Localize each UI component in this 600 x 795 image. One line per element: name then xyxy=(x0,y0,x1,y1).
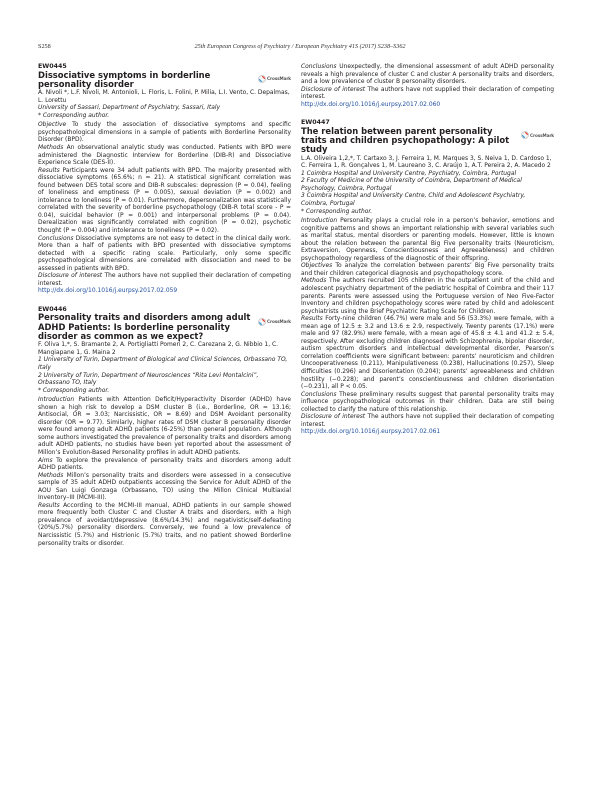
section-label: Methods xyxy=(38,471,64,479)
abstract-title: Personality traits and disorders among adult ADHD Patients: Is borderline personality disorder as common as we expect? xyxy=(38,312,251,342)
section-text: Personality plays a crucial role in a person’s behavior, emotions and cognitive patterns and shows an important relationship with several variables such as marital status, mental disorders or parenting models. However, little is known about the relation between the parental Big Five personality traits (Neuroticism, Extraversion, Openness, Conscientiousness and Agreeableness) and children psychopathology regardless of the diagnostic of their offspring. xyxy=(301,217,554,262)
doi-link[interactable]: http://dx.doi.org/10.1016/j.eurpsy.2017.02.059 xyxy=(38,287,178,295)
crossmark-label: CrossMark xyxy=(267,76,291,82)
abstract-title: Dissociative symptoms in borderline personality disorder xyxy=(38,69,211,89)
section-label: Conclusions xyxy=(38,234,74,242)
section-disclosure xyxy=(38,272,291,287)
section-label: Methods xyxy=(301,277,327,285)
crossmark-logo[interactable] xyxy=(258,315,291,328)
section-text: The authors have not supplied their declaration of competing interest. xyxy=(301,413,554,428)
abstract-authors: A. Nivoli *, L.F. Nivoli, M. Antonioli, L. Floris, L. Folini, P. Milia, L.I. Vento, C. Depalmas, L. Lorettu xyxy=(38,89,290,104)
abstract-ew0447 xyxy=(301,119,554,436)
section-disclosure xyxy=(301,413,554,428)
section-methods xyxy=(38,144,291,167)
section-label: Conclusions xyxy=(301,390,337,398)
section-text: These preliminary results suggest that parental personality traits may influence psychopathological outcomes in their children. Data are still being collected to clarify the nature of this relationship. xyxy=(301,390,554,413)
section-text: To study the association of dissociative symptoms and specific psychopathological dimensions in a sample of patients with Borderline Personality Disorder (BPD). xyxy=(38,121,292,144)
section-label: Results xyxy=(38,166,60,174)
section-label: Introduction xyxy=(301,217,338,225)
abstract-ew0446-continued xyxy=(301,63,554,108)
section-methods xyxy=(38,472,291,502)
corresponding-author-note: * Corresponding author. xyxy=(38,386,110,394)
section-text: Unexpectedly, the dimensional assessment of adult ADHD personality reveals a high prevalence of cluster C and cluster A personality traits and disorders, and a low prevalence of cluster B personality disorders. xyxy=(301,63,554,86)
section-label: Disclosure of interest xyxy=(301,413,366,421)
section-text: The authors recruited 105 children in the outpatient unit of the child and adolescent psychiatry department of the pediatric hospital of Coimbra and their 117 parents. Parents were assessed using the Portuguese version of Neo Five-Factor Inventory and children psychopathology scores were rated by child and adolescent psychiatrists using the Brief Psychiatric Rating Scale for Children. xyxy=(301,277,554,315)
abstract-ew0445 xyxy=(38,63,291,295)
abstract-authors: L.A. Oliveira 1,2,*, T. Cartaxo 3, J. Ferreira 1, M. Marques 3, S. Neiva 1, D. Cardoso 1, C. Ferreira 1, R. Gonçalves 1, M. Laureano 3, C. Araújo 1, A.T. Pereira 2, A. Macedo 2 xyxy=(301,154,552,170)
abstract-affiliation: University of Sassari, Department of Psychiatry, Sassari, Italy xyxy=(38,104,221,112)
section-conclusions xyxy=(38,235,291,273)
section-label: Introduction xyxy=(38,396,75,404)
abstract-affiliation: 2 Faculty of Medicine of the University of Coimbra, Department of Medical Psychology, Coimbra, Portugal xyxy=(301,177,522,192)
section-text: According to the MCMI-III manual, ADHD patients in our sample showed more frequently both Cluster C and Cluster A traits and disorders, with a high prevalence of avoidant/depressive (8.6%/14.3%) and negativistic/self-defeating (20%/5.7%) personality disorders. Conversely, we found a low prevalence of Narcissistic (5.7%) and Histrionic (5.7%) traits, and no patient showed Borderline personality traits or disorder. xyxy=(38,501,291,547)
section-label: Results xyxy=(38,501,60,509)
crossmark-logo[interactable] xyxy=(521,129,554,142)
section-text: Forty-nine children (46.7%) were male and 56 (53.3%) were female, with a mean age of 12.5 ± 3.2 and 13.6 ± 2.9, respectively. Twenty parents (17.1%) were male and 97 (82.9%) were female, with a mean age of 45.8 ± 4.1 and 41.2 ± 5.4, respectively. After excluding children diagnosed with Schizophrenia, bipolar disorder, autism spectrum disorders and intellectual developmental disorder, Pearson’s correlation coefficients were significant between: parents’ neuroticism and children Uncooperativeness (0.211), Manipulativeness (0.238), Hallucinations (0.257), Sleep difficulties (0.296) and Disorientation (0.204); parents’ agreeableness and children hostility (−0.228); and parent’s conscientiousness and children disorientation (−0.231), all P < 0.05. xyxy=(301,315,555,391)
section-disclosure xyxy=(301,86,554,101)
section-text: To analyze the correlation between parents’ Big Five personality traits and their children categorical diagnosis and psychopathology score. xyxy=(301,262,554,277)
section-conclusions xyxy=(301,391,554,414)
crossmark-logo[interactable] xyxy=(258,73,291,86)
abstract-affiliation: 1 Coimbra Hospital and University Centre, Psychiatry, Coimbra, Portugal xyxy=(301,169,517,177)
section-text: The authors have not supplied their declaration of competing interest. xyxy=(38,272,291,287)
section-label: Methods xyxy=(38,143,64,151)
crossmark-label: CrossMark xyxy=(530,132,554,138)
crossmark-icon xyxy=(258,73,266,85)
section-text: Millon’s personality traits and disorders were assessed in a consecutive sample of 35 adult ADHD outpatients accessing the Service for Adult ADHD of the AOU San Luigi Gonzaga (Orbassano, TO) using the Millon Clinical Multiaxial Inventory–III (MCMI-III). xyxy=(38,471,292,502)
section-text: Patients with Attention Deficit/Hyperactivity Disorder (ADHD) have shown a high risk to develop a DSM cluster B (i.e., Borderline, OR = 13.16; Antisocial, OR = 3.03; Narcissistic, OR = 8.69) and DSM Avoidant personality disorder (OR = 9.77). Similarly, higher rates of DSM cluster B personality disorder were found among adult ADHD patients (6-25%) than general population. Although some authors investigated the prevalence of personality traits and disorders among adult ADHD patients, no studies have been yet reported about the assessment of Millon’s Evolution-Based Personality profiles in adult ADHD patients. xyxy=(38,396,291,456)
section-objective xyxy=(38,121,291,144)
section-label: Disclosure of interest xyxy=(38,272,103,280)
section-results xyxy=(38,167,291,235)
left-column xyxy=(38,63,291,547)
corresponding-author-note: * Corresponding author. xyxy=(38,111,110,119)
crossmark-label: CrossMark xyxy=(267,319,291,325)
section-label: Disclosure of interest xyxy=(301,85,366,93)
abstract-title: The relation between parent personality traits and children psychopathology: A pilot study xyxy=(301,125,510,155)
section-text: Dissociative symptoms are not easy to detect in the clinical daily work. More than a half of patients with BPD presented with dissociative symptoms detected with a specific rating scale. Particularly, only some specific psychopathological dimensions are correlated with dissociation and need to be assessed in patients with BPD. xyxy=(38,234,292,272)
abstract-ew0446 xyxy=(38,306,291,547)
section-text: The authors have not supplied their declaration of competing interest. xyxy=(301,85,554,101)
section-text: To explore the prevalence of personality traits and disorders among adult ADHD patients. xyxy=(38,456,291,472)
page-number: S258 xyxy=(38,43,51,50)
section-aims xyxy=(38,457,291,472)
section-text: An observational analytic study was conducted. Patients with BPD were administered the Diagnostic Interview for Borderline (DIB-R) and Dissociative Experience Scale (DES-II). xyxy=(38,143,292,167)
section-label: Aims xyxy=(38,456,53,464)
doi-link[interactable]: http://dx.doi.org/10.1016/j.eurpsy.2017.02.060 xyxy=(301,100,441,108)
section-conclusions xyxy=(301,63,554,86)
section-methods xyxy=(301,277,554,315)
abstract-authors: F. Oliva 1,*, S. Bramante 2, A. Portigliatti Pomeri 2, C. Carezana 2, G. Nibbio 1, C. Mangiapane 1, G. Maina 2 xyxy=(38,341,279,356)
abstract-affiliation: 1 University of Turin, Department of Biological and Clinical Sciences, Orbassano TO, Italy xyxy=(38,356,288,371)
crossmark-icon xyxy=(521,129,529,141)
section-label: Conclusions xyxy=(301,63,337,70)
running-head xyxy=(38,43,562,55)
section-label: Objectives xyxy=(301,262,333,270)
abstract-id: EW0446 xyxy=(38,305,67,313)
crossmark-icon xyxy=(258,316,266,328)
section-introduction xyxy=(38,396,291,456)
section-objectives xyxy=(301,262,554,277)
doi-link[interactable]: http://dx.doi.org/10.1016/j.eurpsy.2017.02.061 xyxy=(301,428,441,436)
section-results xyxy=(301,315,554,390)
section-label: Results xyxy=(301,315,323,323)
journal-line: 25th European Congress of Psychiatry / European Psychiatry 41S (2017) S238–S362 xyxy=(194,43,406,50)
abstract-id: EW0445 xyxy=(38,63,67,70)
abstract-id: EW0447 xyxy=(301,119,330,127)
abstract-affiliation: 2 University of Turin, Department of Neurosciences “Rita Levi Montalcini”, Orbassano TO, Italy xyxy=(38,371,259,387)
right-column xyxy=(301,63,554,436)
abstract-affiliation: 3 Coimbra Hospital and University Centre, Child and Adolescent Psychiatry, Coimbra, Portugal xyxy=(301,192,526,207)
section-label: Objective xyxy=(38,121,67,129)
section-text: Participants were 34 adult patients with BPD. The majority presented with dissociative symptoms (65.6%; n = 21). A statistical significant correlation was found between DES total score and DIB-R subscales: depression (P = 0.04), feeling of loneliness and emptiness (P = 0.005), sexual deviation (P = 0.002) and intolerance to loneliness (P = 0.01). Furthermore, depersonalization was statistically correlated with the severity of borderline psychopathology (DIB-R total score - P = 0.04), suicidal behavior (P = 0.001) and interpersonal problems (P = 0.04). Derealization was significantly correlated with cognition (P = 0.02), psychotic thought (P = 0.004) and intolerance to loneliness (P = 0.02). xyxy=(38,166,291,234)
section-introduction xyxy=(301,217,554,262)
section-results xyxy=(38,502,291,547)
corresponding-author-note: * Corresponding author. xyxy=(301,207,373,215)
